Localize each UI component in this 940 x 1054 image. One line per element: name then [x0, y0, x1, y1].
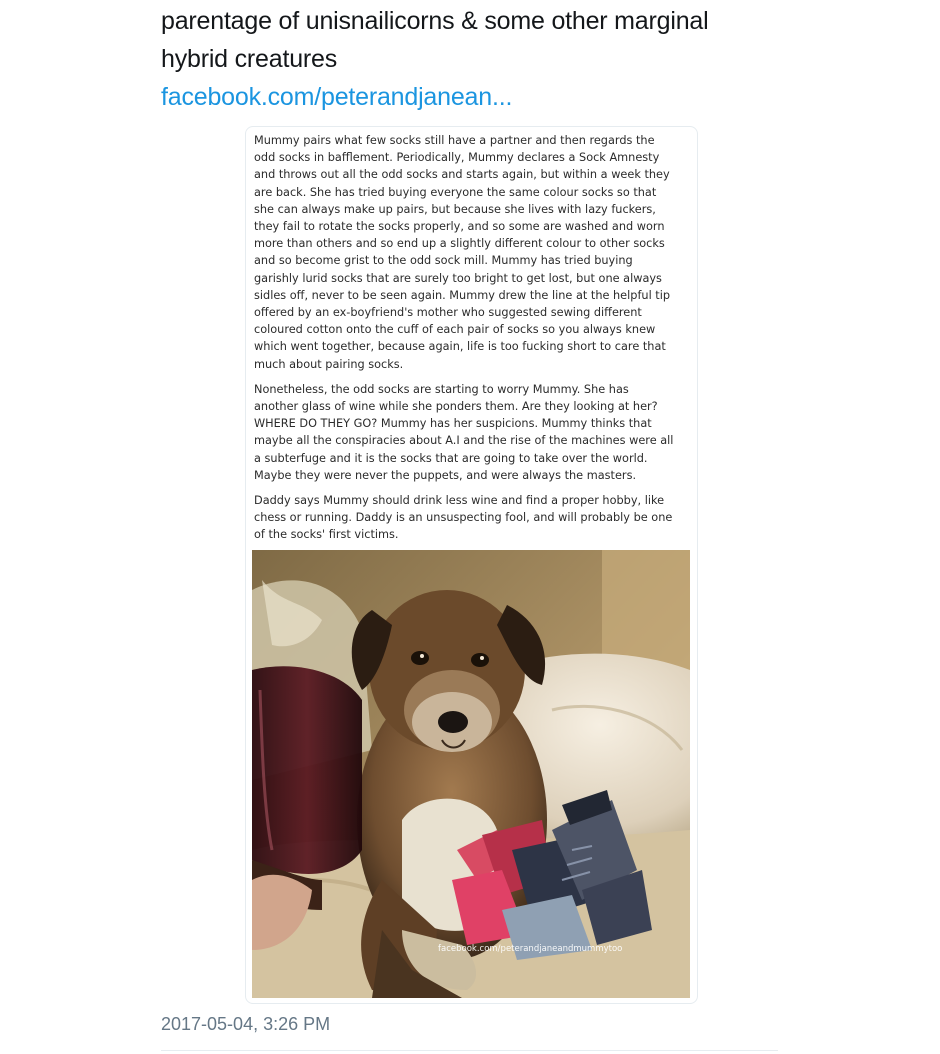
story-line: another glass of wine while she ponders them. Are they looking at her?	[254, 400, 658, 414]
tweet-text	[161, 2, 801, 78]
tweet-text-line: hybrid creatures	[161, 45, 338, 73]
story-line: and so become grist to the odd sock mill. Mummy has tried buying	[254, 254, 633, 268]
story-paragraph	[254, 381, 690, 484]
tweet-text-line: parentage of unisnailicorns & some other marginal	[161, 7, 709, 35]
story-line: chess or running. Daddy is an unsuspecting fool, and will probably be one	[254, 511, 673, 525]
story-line: a subterfuge and it is the socks that are going to take over the world.	[254, 451, 648, 465]
story-line: are back. She has tried buying everyone the same colour socks so that	[254, 185, 657, 199]
story-line: they fail to rotate the socks properly, and so some are washed and worn	[254, 220, 665, 234]
tweet-media-image[interactable]	[245, 126, 698, 1004]
story-line: WHERE DO THEY GO? Mummy has her suspicions. Mummy thinks that	[254, 417, 652, 431]
story-line: much about pairing socks.	[254, 357, 404, 371]
facebook-link[interactable]: facebook.com/peterandjanean...	[161, 83, 513, 111]
story-line: odd socks in bafflement. Periodically, Mummy declares a Sock Amnesty	[254, 151, 660, 165]
dog-photo-illustration	[252, 550, 690, 998]
story-line: Maybe they were never the puppets, and were always the masters.	[254, 468, 637, 482]
story-line: Daddy says Mummy should drink less wine and find a proper hobby, like	[254, 494, 665, 508]
story-line: she can always make up pairs, but because she lives with lazy fuckers,	[254, 202, 656, 216]
divider	[161, 1050, 778, 1051]
story-text	[254, 132, 690, 552]
story-line: more than others and so end up a slightly different colour to other socks	[254, 237, 665, 251]
story-line: garishly lurid socks that are surely too bright to get lost, but one always	[254, 271, 662, 285]
dog-photo	[252, 550, 690, 998]
story-line: coloured cotton onto the cuff of each pair of socks so you always knew	[254, 323, 656, 337]
photo-watermark: facebook.com/peterandjaneandmummytoo	[438, 944, 623, 954]
tweet-timestamp[interactable]: 2017-05-04, 3:26 PM	[161, 1014, 331, 1034]
story-line: Mummy pairs what few socks still have a partner and then regards the	[254, 134, 655, 147]
story-line: offered by an ex-boyfriend's mother who suggested sewing different	[254, 306, 642, 320]
story-paragraph	[254, 492, 690, 544]
story-line: maybe all the conspiracies about A.I and the rise of the machines were all	[254, 434, 674, 448]
story-line: of the socks' first victims.	[254, 528, 399, 542]
story-paragraph	[254, 132, 690, 373]
story-line: sidles off, never to be seen again. Mummy drew the line at the helpful tip	[254, 288, 671, 302]
story-line: which went together, because again, life is too fucking short to care that	[254, 340, 666, 354]
story-line: and throws out all the odd socks and starts again, but within a week they	[254, 168, 670, 182]
story-line: Nonetheless, the odd socks are starting to worry Mummy. She has	[254, 382, 629, 396]
